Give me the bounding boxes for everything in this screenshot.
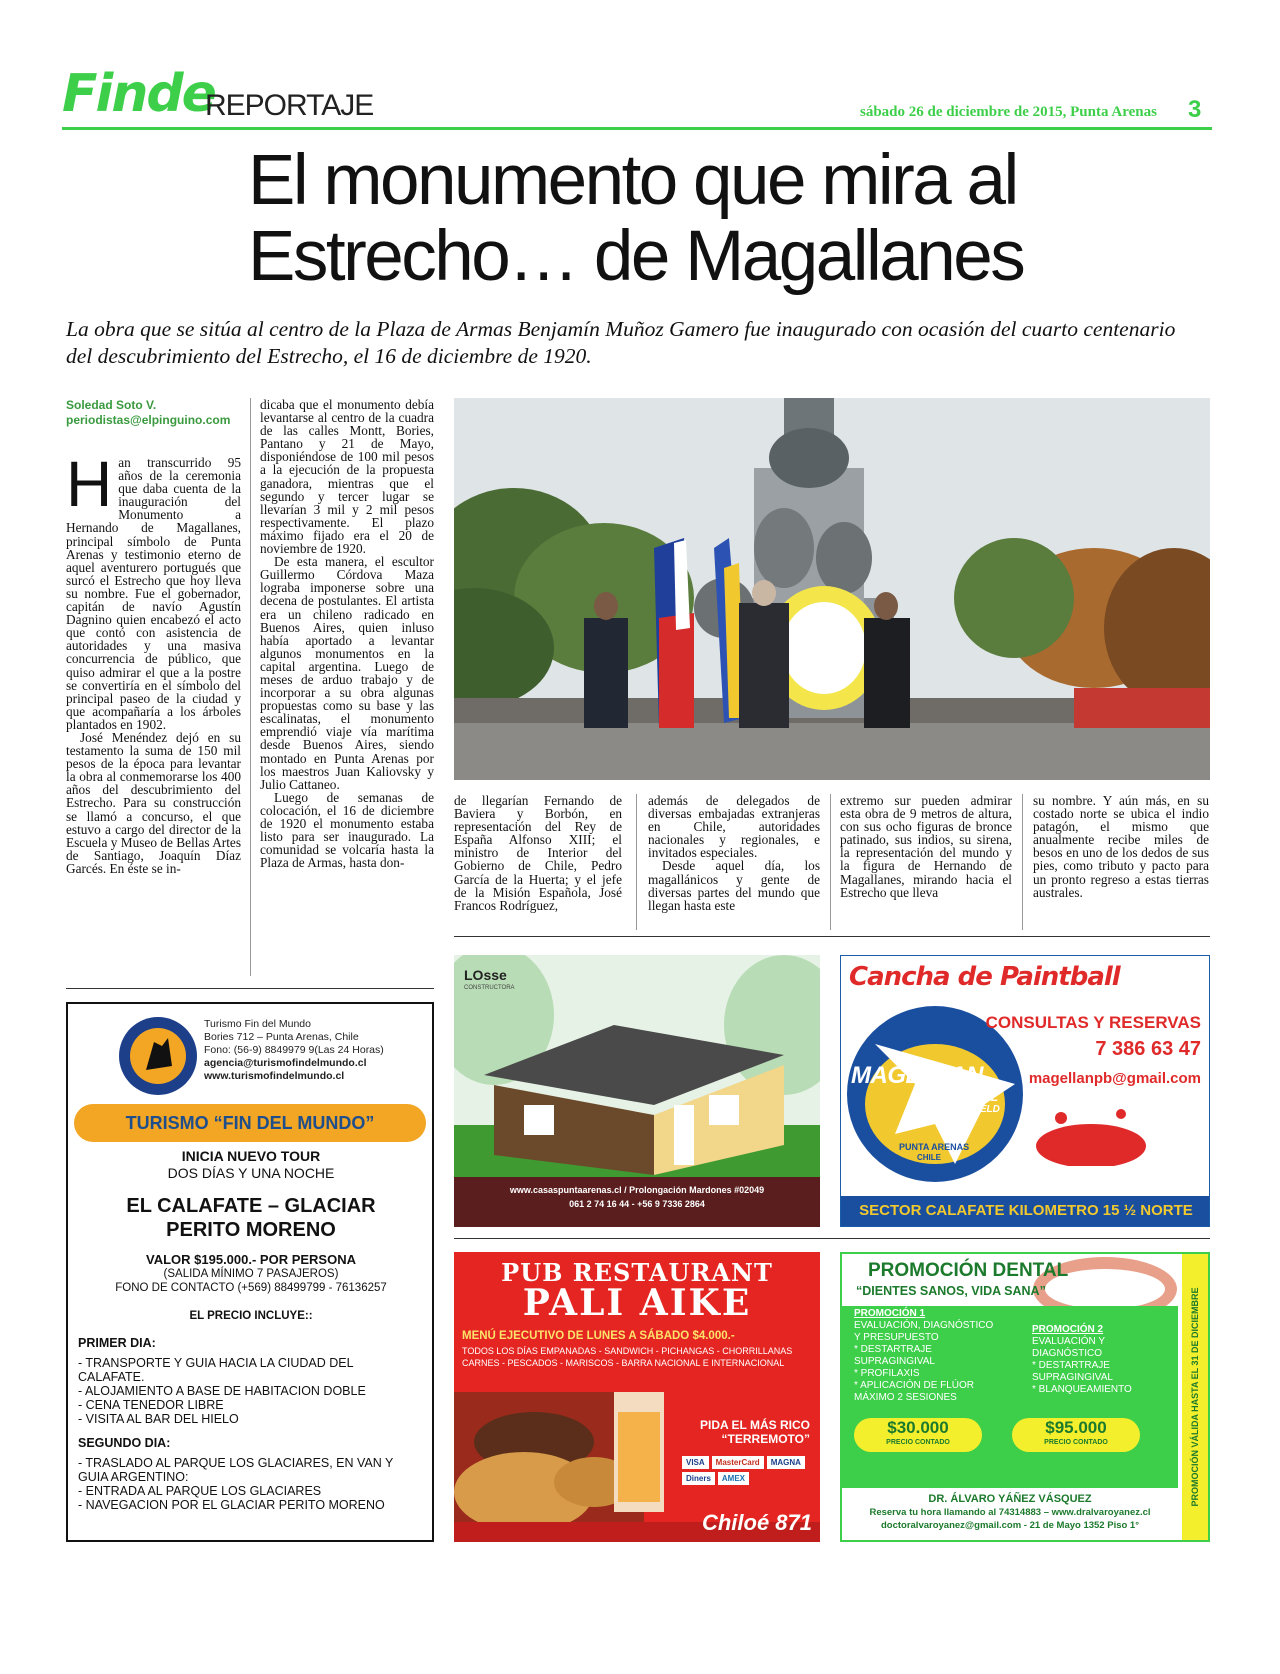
drop-cap: H: [66, 448, 113, 520]
tourism-logo: [118, 1016, 198, 1096]
byline: [66, 398, 230, 428]
list-item: - ENTRADA AL PARQUE LOS GLACIARES: [78, 1484, 322, 1498]
dental-promo-panel: [842, 1306, 1178, 1488]
article-column-3: [454, 794, 622, 912]
pub-line: CARNES - PESCADOS - MARISCOS - BARRA NACIONAL E INTERNACIONAL: [462, 1358, 785, 1368]
house-phone: 061 2 74 16 44 - +56 9 7336 2864: [569, 1199, 705, 1209]
tourism-banner: TURISMO “FIN DEL MUNDO”: [74, 1104, 426, 1142]
promo-1: [854, 1308, 993, 1404]
promo-line: SUPRAGINGIVAL: [854, 1356, 935, 1367]
lede: La obra que se sitúa al centro de la Plaza de Armas Benjamín Muñoz Gamero fue inaugurado con ocasión del cuarto centenario del descubrimiento del Estrecho, el 16 de diciembre de 1920.: [66, 317, 1176, 368]
paint-splash: [1031, 1106, 1151, 1166]
day1-title: PRIMER DIA:: [78, 1336, 156, 1350]
pub-menu: MENÚ EJECUTIVO DE LUNES A SÁBADO $4.000.-: [462, 1330, 735, 1342]
doctor-name: DR. ÁLVARO YÁÑEZ VÁSQUEZ: [928, 1493, 1092, 1505]
section-rule: [454, 1238, 1210, 1239]
page-number: 3: [1188, 96, 1202, 123]
company-address: Bories 712 – Punta Arenas, Chile: [204, 1031, 359, 1043]
pub-address: Chiloé 871: [701, 1510, 812, 1535]
destination: PERITO MORENO: [166, 1219, 336, 1241]
paragraph: extremo sur pueden admirar esta obra de 9 metros de altura, con sus ocho figuras de bronce patinado, sus indios, su sirena, la representación del mundo y la figura de Hernando de Magallanes, mirando hacia el Estrecho que lleva: [840, 793, 1012, 900]
promo-line: DIAGNÓSTICO: [1032, 1348, 1103, 1359]
dental-slogan: “DIENTES SANOS, VIDA SANA”: [856, 1284, 1046, 1298]
day1-list: [78, 1336, 418, 1426]
mastercard-icon: MasterCard: [712, 1456, 764, 1469]
dental-title: PROMOCIÓN DENTAL: [868, 1260, 1069, 1281]
promo-line: EVALUACIÓN Y: [1032, 1336, 1105, 1347]
list-item: - TRASLADO AL PARQUE LOS GLACIARES, EN VAN Y GUIA ARGENTINO:: [78, 1456, 394, 1484]
promo-line: * BLANQUEAMIENTO: [1032, 1384, 1132, 1395]
header-rule: [62, 127, 1212, 130]
paragraph: de llegarían Fernando de Baviera y Borbón, en representación del Rey de España Alfonso XIII; el ministro de Interior del Gobierno de Chile, Pedro García de la Huerta; y el jefe de la Misión Española, José Francos Rodríguez,: [454, 793, 622, 913]
logo-sub: FIELD: [971, 1104, 1000, 1115]
price-badge-1: [854, 1418, 982, 1452]
pub-title-2: PALI AIKE: [522, 1282, 752, 1324]
paragraph: dicaba que el monumento debía levantarse al centro de la cuadra de las calles Montt, Bories, Pantano y 21 de Mayo, disponiéndose de 100 mil pesos a la ejecución de la propuesta ganadora, mientras que el segundo y tercer lugar se llevarían 3 mil y 2 mil pesos respectivamente. El plazo máximo fijado era el 20 de noviembre de 1920.: [260, 397, 434, 557]
destination: EL CALAFATE – GLACIAR: [126, 1195, 376, 1217]
list-item: - ALOJAMIENTO A BASE DE HABITACION DOBLE: [78, 1384, 366, 1398]
promo-line: EVALUACIÓN, DIAGNÓSTICO: [854, 1320, 994, 1331]
price: $30.000: [887, 1418, 949, 1437]
promo-title: PROMOCIÓN 1: [854, 1308, 926, 1319]
includes-title: EL PRECIO INCLUYE::: [189, 1310, 313, 1322]
author-email[interactable]: periodistas@elpinguino.com: [66, 413, 231, 427]
promo-line: * PROFILAXIS: [854, 1368, 920, 1379]
promo-line: Y PRESUPUESTO: [854, 1332, 939, 1343]
payment-cards: [682, 1456, 812, 1485]
promo-line: “TERREMOTO”: [721, 1432, 810, 1446]
headline: [248, 143, 1148, 295]
paintball-contact: [986, 1012, 1201, 1094]
pub-line: TODOS LOS DÍAS EMPANADAS - SANDWICH - PICHANGAS - CHORRILLANAS: [462, 1346, 793, 1356]
monument-photo: [454, 398, 1210, 780]
promo-line: SUPRAGINGIVAL: [1032, 1372, 1113, 1383]
list-item: - CENA TENEDOR LIBRE: [78, 1398, 224, 1412]
day2-title: SEGUNDO DIA:: [78, 1436, 171, 1450]
contact-line[interactable]: Reserva tu hora llamando al 74314883 – www.dralvaroyanez.cl: [869, 1507, 1151, 1518]
house-contact: [454, 1183, 820, 1211]
promo-line: * APLICACIÓN DE FLÚOR: [854, 1380, 975, 1391]
column-divider: [250, 398, 251, 976]
company-website[interactable]: www.turismofindelmundo.cl: [204, 1070, 345, 1082]
section-label: REPORTAJE: [205, 89, 374, 122]
logo-city: PUNTA ARENAS: [899, 1142, 970, 1152]
min-passengers: (SALIDA MÍNIMO 7 PASAJEROS): [163, 1268, 339, 1280]
section-rule: [66, 988, 434, 989]
monument-illustration: [454, 398, 1210, 780]
contact-line[interactable]: doctoralvaroyanez@gmail.com - 21 de Mayo 1352 Piso 1°: [880, 1520, 1140, 1531]
house-brand: LOsse: [464, 967, 507, 983]
house-website[interactable]: www.casaspuntaarenas.cl / Prolongación Mardones #02049: [509, 1185, 765, 1195]
day2-list: [78, 1436, 418, 1512]
paragraph: su nombre. Y aún más, en su costado norte se ubica el indio patagón, el mismo que anualmente recibe miles de besos en uno de los dedos de sus pies, como tributo y pacto para un pronto regreso a estas tierras australes.: [1033, 793, 1209, 900]
ad-house-builder[interactable]: [454, 955, 820, 1227]
list-item: - TRANSPORTE Y GUIA HACIA LA CIUDAD DEL CALAFATE.: [78, 1356, 354, 1384]
headline-line-1: El monumento que mira al: [248, 141, 1017, 220]
article-column-5: [840, 794, 1012, 899]
dental-contact: [842, 1492, 1178, 1532]
diners-icon: Diners: [682, 1472, 715, 1485]
section-logo: Finde: [62, 64, 215, 124]
article-column-4: [648, 794, 820, 912]
tourism-contact: [204, 1018, 384, 1083]
dental-side-strip: [1182, 1254, 1208, 1540]
paragraph: Luego de semanas de colocación, el 16 de diciembre de 1920 el monumento estaba listo para ser inaugurado. La comunidad se volcaría hasta la Plaza de Armas, hasta don-: [260, 789, 434, 871]
contact-phone: FONO DE CONTACTO (+569) 88499799 - 76136257: [115, 1282, 387, 1294]
dental-validity: PROMOCIÓN VÁLIDA HASTA EL 31 DE DICIEMBRE: [1190, 1287, 1200, 1507]
tour-line: DOS DÍAS Y UNA NOCHE: [167, 1165, 335, 1181]
company-email[interactable]: agencia@turismofindelmundo.cl: [204, 1057, 367, 1069]
pub-promo: [700, 1418, 810, 1446]
promo-2: [1032, 1324, 1132, 1396]
paragraph: además de delegados de diversas embajadas extranjeras en Chile, autoridades nacionales y regionales, e invitados especiales.: [648, 793, 820, 861]
ad-pub-restaurant[interactable]: [454, 1252, 820, 1542]
dateline: sábado 26 de diciembre de 2015, Punta Arenas: [860, 104, 1157, 120]
tourism-offer: [76, 1148, 426, 1323]
list-item: - NAVEGACION POR EL GLACIAR PERITO MORENO: [78, 1498, 385, 1512]
company-name: Turismo Fin del Mundo: [204, 1018, 311, 1030]
paragraph: Desde aquel día, los magallánicos y gente de diversas partes del mundo que llegan hasta este: [648, 858, 820, 913]
article-column-6: [1033, 794, 1209, 899]
visa-icon: VISA: [682, 1456, 709, 1469]
consult-label: CONSULTAS Y RESERVAS: [985, 1013, 1201, 1032]
price: VALOR $195.000.- POR PERSONA: [146, 1252, 356, 1267]
ad-dental[interactable]: [840, 1252, 1210, 1542]
article-column-1: [66, 448, 241, 876]
price-badge-2: [1012, 1418, 1140, 1452]
column-divider: [830, 794, 831, 930]
price: $95.000: [1045, 1418, 1107, 1437]
column-divider: [636, 794, 637, 930]
promo-line: * DESTARTRAJE: [1032, 1360, 1110, 1371]
price-note: PRECIO CONTADO: [1044, 1439, 1108, 1446]
paragraph: De esta manera, el escultor Guillermo Córdova Maza lograba imponerse sobre una decena de postulantes. El artista era un chileno radicado en Buenos Aires, quien inluso había aportado a levantar algunos monumentos en la capital argentina. Luego de meses de arduo trabajo y de incorporar a su obra algunas propuestas como su base y las escalinatas, el monumento emprendió viaje vía marítima desde Buenos Aires, siendo montado en Punta Arenas por los maestros Juan Kaliovsky y Julio Cattaneo.: [260, 554, 434, 792]
paintball-email[interactable]: magellanpb@gmail.com: [1028, 1070, 1201, 1087]
author-name: Soledad Soto V.: [66, 398, 157, 412]
article-column-2: [260, 398, 434, 869]
price-note: PRECIO CONTADO: [886, 1439, 950, 1446]
headline-line-2: Estrecho… de Magallanes: [248, 217, 1024, 296]
list-item: - VISITA AL BAR DEL HIELO: [78, 1412, 239, 1426]
amex-icon: AMEX: [718, 1472, 749, 1485]
logo-country: CHILE: [917, 1153, 941, 1162]
promo-line: MÁXIMO 2 SESIONES: [854, 1392, 957, 1403]
paintball-location: SECTOR CALAFATE KILOMETRO 15 ½ NORTE: [841, 1196, 1210, 1226]
ad-paintball[interactable]: [840, 955, 1210, 1227]
promo-title: PROMOCIÓN 2: [1032, 1324, 1104, 1335]
paintball-phone: 7 386 63 47: [1095, 1038, 1201, 1060]
tour-line: INICIA NUEVO TOUR: [181, 1148, 321, 1164]
ad-tourism[interactable]: [66, 1002, 434, 1542]
house-brand-sub: CONSTRUCTORA: [464, 985, 515, 991]
section-rule: [454, 936, 1210, 937]
paragraph: José Menéndez dejó en su testamento la suma de 150 mil pesos de la época para levantar la obra al conmemorarse los 400 años del descubrimiento del Estrecho. Para su construcción se llamó a concurso, el que estuvo a cargo del director de la Escuela y Museo de Bellas Artes de Santiago, Joaquín Díaz Garcés. En éste se in-: [66, 729, 241, 876]
logo-sub: PAINTBALL: [931, 1090, 999, 1104]
column-divider: [1022, 794, 1023, 930]
paragraph: an transcurrido 95 años de la ceremonia que daba cuenta de la inauguración del Monumento a Hernando de Magallanes, principal símbolo de Punta Arenas y testimonio eterno de aquel aventurero portugués que surcó el Estrecho que hoy lleva su nombre. Fue el gobernador, capitán de navío Agustín Dagnino quien encabezó el acto que contó con asistencia de autoridades y una masiva concurrencia de público, que quiso admirar el que a la postre se convertiría en el símbolo del principal paseo de la ciudad y que acompañaría a los árboles plantados en 1902.: [66, 455, 241, 732]
logo-main: MAGELLAN: [851, 1062, 983, 1089]
paintball-title: Cancha de Paintball: [849, 962, 1120, 992]
company-phone: Fono: (56-9) 8849979 9(Las 24 Horas): [204, 1044, 384, 1056]
magna-icon: MAGNA: [767, 1456, 805, 1469]
pub-title-1: PUB RESTAURANT: [501, 1258, 773, 1287]
promo-line: * DESTARTRAJE: [854, 1344, 932, 1355]
promo-line: PIDA EL MÁS RICO: [699, 1418, 810, 1432]
